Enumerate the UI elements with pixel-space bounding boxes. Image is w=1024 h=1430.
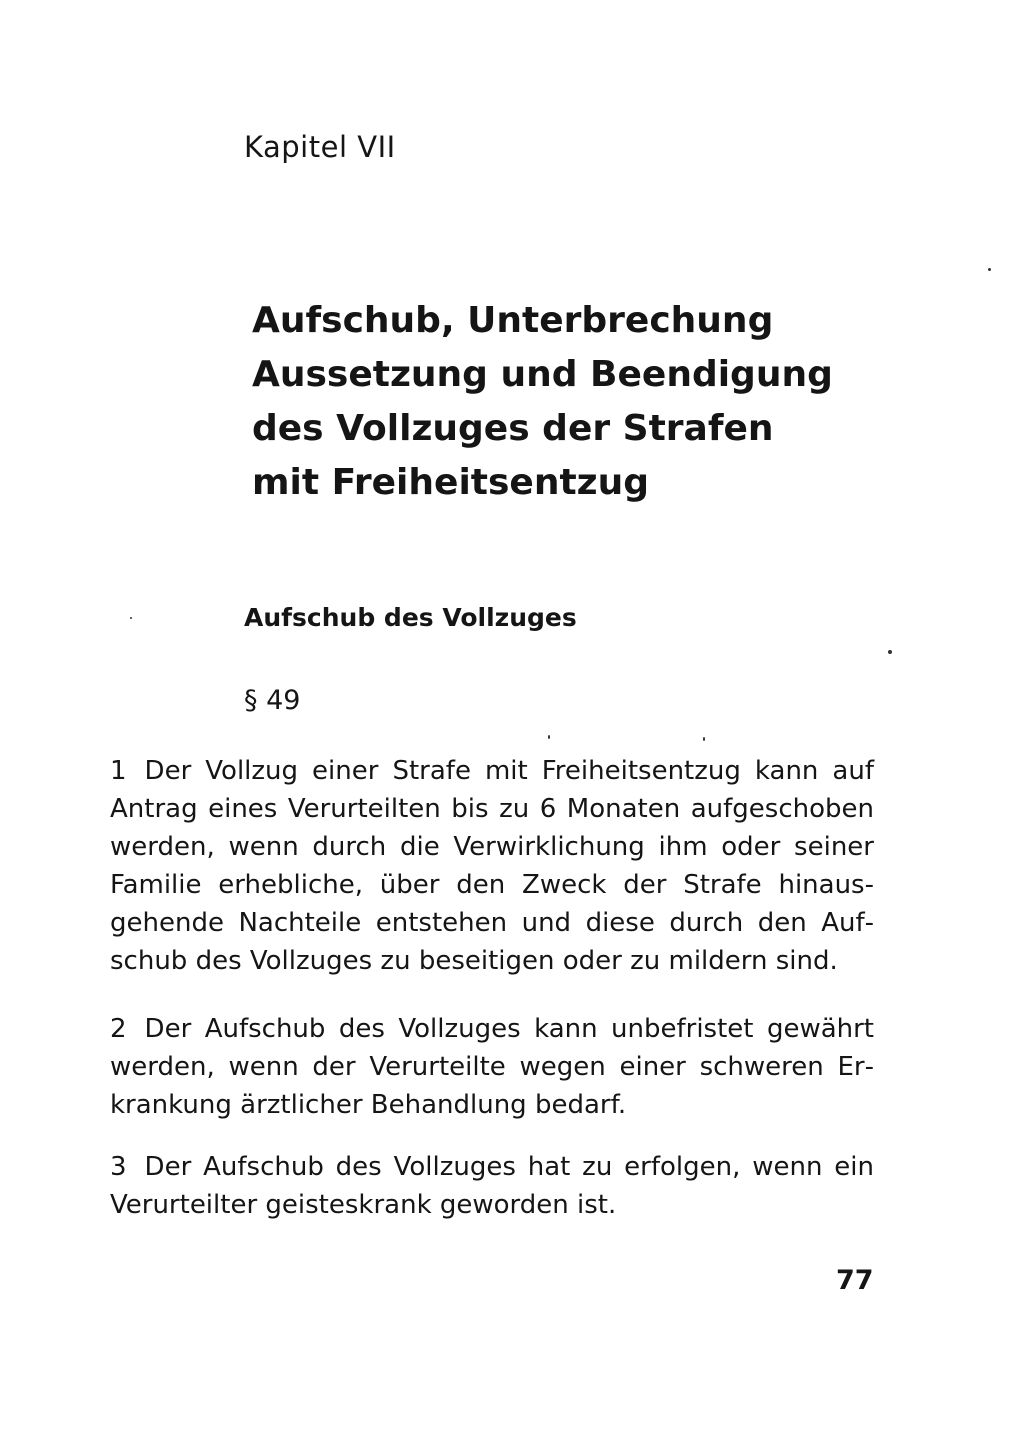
scan-speck [888, 650, 892, 654]
paragraph-text: Der Vollzug einer Strafe mit Freiheitsentzug kann auf Antrag eines Verurteilten bis zu 6 Monaten aufgeschoben werden, wenn durch die Verwirklichung ihm oder seiner Familie erhebliche, über den Zweck der Strafe hinausgehende Nachteile entstehen und diese durch den Aufschub des Vollzuges zu beseitigen oder zu mildern sind. [110, 756, 874, 976]
paragraph-1 [110, 752, 874, 980]
paragraph-text: Der Aufschub des Vollzuges kann unbefristet gewährt werden, wenn der Verurteilte wegen einer schweren Erkrankung ärztlicher Behandlung bedarf. [110, 1014, 874, 1120]
section-number: § 49 [244, 685, 301, 716]
section-heading: Aufschub des Vollzuges [244, 603, 577, 632]
title-line: Aufschub, Unterbrechung [252, 300, 774, 341]
scan-speck [130, 617, 132, 619]
chapter-label: Kapitel VII [244, 130, 396, 164]
paragraph-text: Der Aufschub des Vollzuges hat zu erfolgen, wenn ein Verurteilter geisteskrank geworden ist. [110, 1152, 874, 1220]
paragraph-3 [110, 1148, 874, 1224]
title-line: des Vollzuges der Strafen [252, 408, 774, 449]
scan-speck [703, 737, 705, 741]
title-line: mit Freiheitsentzug [252, 462, 650, 503]
paragraph-2 [110, 1010, 874, 1124]
page-number: 77 [836, 1265, 874, 1296]
chapter-title [252, 294, 833, 510]
paragraph-number: 1 [110, 756, 127, 786]
scan-speck [548, 735, 550, 739]
paragraph-number: 2 [110, 1014, 127, 1044]
title-line: Aussetzung und Beendigung [252, 354, 833, 395]
paragraph-number: 3 [110, 1152, 127, 1182]
scan-speck [988, 268, 991, 271]
